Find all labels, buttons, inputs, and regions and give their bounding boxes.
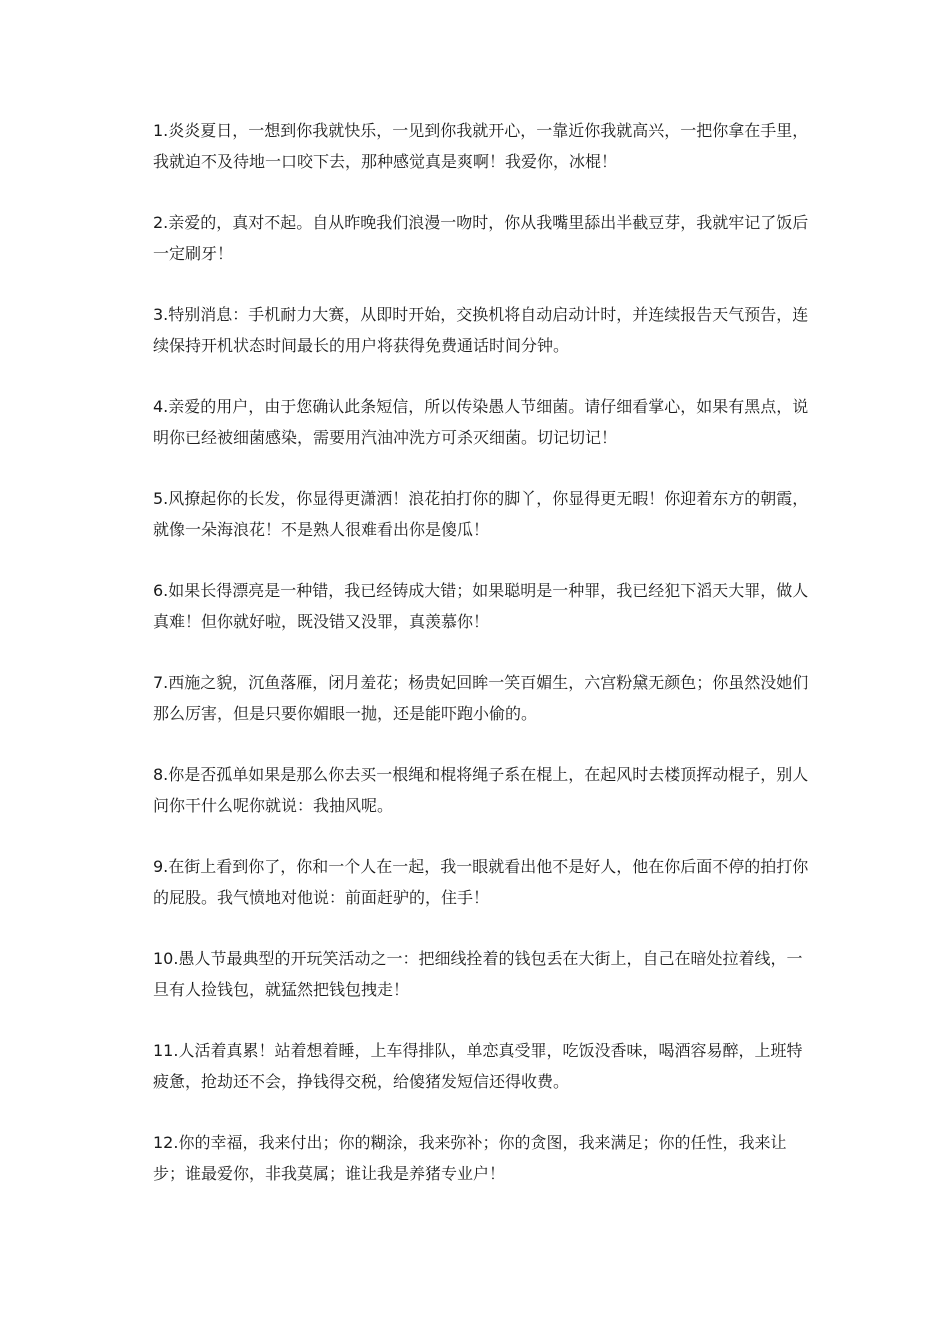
paragraph-6: 6.如果长得漂亮是一种错，我已经铸成大错；如果聪明是一种罪，我已经犯下滔天大罪，做人真难！但你就好啦，既没错又没罪，真羡慕你！ xyxy=(153,581,809,631)
paragraph-10: 10.愚人节最典型的开玩笑活动之一：把细线拴着的钱包丢在大街上，自己在暗处拉着线，一旦有人捡钱包，就猛然把钱包拽走！ xyxy=(153,949,803,999)
paragraph-4: 4.亲爱的用户，由于您确认此条短信，所以传染愚人节细菌。请仔细看掌心，如果有黑点，说明你已经被细菌感染，需要用汽油冲洗方可杀灭细菌。切记切记！ xyxy=(153,397,809,447)
paragraph-11: 11.人活着真累！站着想着睡，上车得排队，单恋真受罪，吃饭没香味，喝酒容易醉，上班特疲惫，抢劫还不会，挣钱得交税，给傻猪发短信还得收费。 xyxy=(153,1041,803,1091)
document-body xyxy=(153,115,813,1219)
paragraph-12: 12.你的幸福，我来付出；你的糊涂，我来弥补；你的贪图，我来满足；你的任性，我来让步；谁最爱你，非我莫属；谁让我是养猪专业户！ xyxy=(153,1133,787,1183)
paragraph-3: 3.特别消息：手机耐力大赛，从即时开始，交换机将自动启动计时，并连续报告天气预告，连续保持开机状态时间最长的用户将获得免费通话时间分钟。 xyxy=(153,305,809,355)
paragraph-7: 7.西施之貌，沉鱼落雁，闭月羞花；杨贵妃回眸一笑百媚生，六宫粉黛无颜色；你虽然没她们那么厉害，但是只要你媚眼一抛，还是能吓跑小偷的。 xyxy=(153,673,809,723)
paragraph-5: 5.风撩起你的长发，你显得更潇洒！浪花拍打你的脚丫，你显得更无暇！你迎着东方的朝霞，就像一朵海浪花！不是熟人很难看出你是傻瓜！ xyxy=(153,489,809,539)
paragraph-2: 2.亲爱的，真对不起。自从昨晚我们浪漫一吻时，你从我嘴里舔出半截豆芽，我就牢记了饭后一定刷牙！ xyxy=(153,213,809,263)
paragraph-1: 1.炎炎夏日，一想到你我就快乐，一见到你我就开心，一靠近你我就高兴，一把你拿在手里，我就迫不及待地一口咬下去，那种感觉真是爽啊！我爱你，冰棍！ xyxy=(153,121,809,171)
paragraph-8: 8.你是否孤单如果是那么你去买一根绳和棍将绳子系在棍上，在起风时去楼顶挥动棍子，别人问你干什么呢你就说：我抽风呢。 xyxy=(153,765,809,815)
paragraph-9: 9.在街上看到你了，你和一个人在一起，我一眼就看出他不是好人，他在你后面不停的拍打你的屁股。我气愤地对他说：前面赶驴的，住手！ xyxy=(153,857,809,907)
